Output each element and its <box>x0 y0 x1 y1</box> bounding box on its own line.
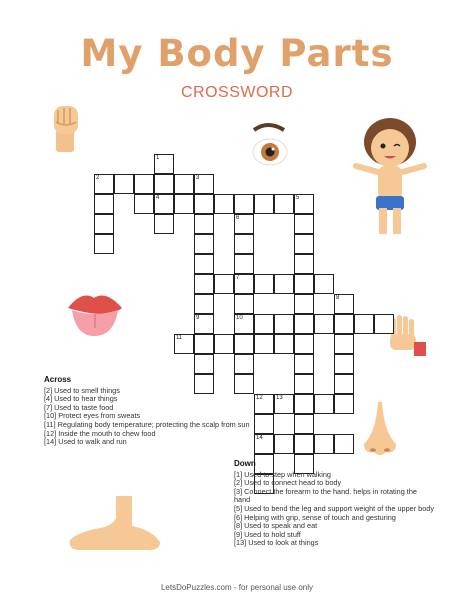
clue-number: 7 <box>236 275 240 281</box>
crossword-cell[interactable] <box>294 214 314 234</box>
across-heading: Across <box>44 375 72 384</box>
crossword-cell[interactable] <box>294 374 314 394</box>
crossword-cell[interactable] <box>154 214 174 234</box>
across-clues <box>44 376 274 447</box>
clue-number: 6 <box>236 215 240 221</box>
crossword-cell[interactable] <box>294 394 314 414</box>
clue-number: 11 <box>176 335 183 341</box>
crossword-cell[interactable] <box>234 234 254 254</box>
crossword-cell[interactable] <box>194 174 214 194</box>
across-clue: [11] Regulating body temperature; protecting the scalp from sun <box>44 419 250 429</box>
clue-number: 1 <box>156 155 160 161</box>
crossword-cell[interactable] <box>254 194 274 214</box>
crossword-cell[interactable] <box>214 334 234 354</box>
crossword-cell[interactable] <box>194 334 214 354</box>
down-clue: [8] Used to speak and eat <box>234 521 318 531</box>
crossword-cell[interactable] <box>274 434 294 454</box>
down-clues <box>234 460 434 548</box>
footer-credit: LetsDoPuzzles.com - for personal use only <box>160 583 314 592</box>
crossword-cell[interactable] <box>334 434 354 454</box>
crossword-cell[interactable] <box>234 314 254 334</box>
down-heading: Down <box>234 459 256 468</box>
down-clue: [5] Used to bend the leg and support weight of the upper body <box>234 503 434 513</box>
crossword-cell[interactable] <box>294 314 314 334</box>
clue-number: 5 <box>296 195 300 201</box>
crossword-cell[interactable] <box>154 194 174 214</box>
crossword-cell[interactable] <box>94 234 114 254</box>
crossword-cell[interactable] <box>294 354 314 374</box>
down-clue: [13] Used to look at things <box>234 538 319 548</box>
clue-number: 4 <box>156 195 160 201</box>
crossword-cell[interactable] <box>234 194 254 214</box>
crossword-cell[interactable] <box>174 174 194 194</box>
across-clue: [4] Used to hear things <box>44 394 118 404</box>
crossword-cell[interactable] <box>94 194 114 214</box>
across-clue: [2] Used to smell things <box>44 385 120 395</box>
down-clue: [6] Helping with grip, sense of touch and gesturing <box>234 512 396 522</box>
crossword-cell[interactable] <box>274 394 294 414</box>
crossword-cell[interactable] <box>294 234 314 254</box>
crossword-cell[interactable] <box>214 274 234 294</box>
crossword-cell[interactable] <box>134 194 154 214</box>
crossword-cell[interactable] <box>354 314 374 334</box>
across-clue: [14] Used to walk and run <box>44 437 127 447</box>
crossword-cell[interactable] <box>194 354 214 374</box>
clue-number: 3 <box>196 175 200 181</box>
crossword-cell[interactable] <box>274 274 294 294</box>
clue-number: 9 <box>196 315 200 321</box>
crossword-cell[interactable] <box>194 274 214 294</box>
page-title: My Body Parts <box>80 32 394 75</box>
across-clue: [12] Inside the mouth to chew food <box>44 428 156 438</box>
crossword-cell[interactable] <box>294 434 314 454</box>
crossword-cell[interactable] <box>194 194 214 214</box>
crossword-cell[interactable] <box>194 294 214 314</box>
crossword-cell[interactable] <box>254 334 274 354</box>
across-clue: [7] Used to taste food <box>44 402 114 412</box>
crossword-cell[interactable] <box>194 314 214 334</box>
crossword-cell[interactable] <box>134 174 154 194</box>
clue-number: 13 <box>276 395 283 401</box>
crossword-cell[interactable] <box>194 234 214 254</box>
crossword-cell[interactable] <box>154 174 174 194</box>
crossword-cell[interactable] <box>94 174 114 194</box>
down-clue: [9] Used to hold stuff <box>234 529 301 539</box>
crossword-cell[interactable] <box>234 354 254 374</box>
clue-number: 2 <box>96 175 100 181</box>
page-subtitle: CROSSWORD <box>180 84 294 101</box>
crossword-cell[interactable] <box>294 274 314 294</box>
clue-number: 12 <box>256 395 263 401</box>
crossword-cell[interactable] <box>254 274 274 294</box>
crossword-cell[interactable] <box>334 314 354 334</box>
across-clue: [10] Protect eyes from sweats <box>44 411 141 421</box>
crossword-cell[interactable] <box>294 414 314 434</box>
crossword-cell[interactable] <box>214 194 234 214</box>
crossword-cell[interactable] <box>94 214 114 234</box>
crossword-cell[interactable] <box>334 374 354 394</box>
crossword-cell[interactable] <box>274 194 294 214</box>
crossword-cell[interactable] <box>254 314 274 334</box>
crossword-cell[interactable] <box>294 294 314 314</box>
crossword-cell[interactable] <box>234 274 254 294</box>
clue-number: 14 <box>256 435 263 441</box>
crossword-cell[interactable] <box>334 334 354 354</box>
crossword-cell[interactable] <box>294 194 314 214</box>
crossword-cell[interactable] <box>314 314 334 334</box>
down-clue: [1] Used to step when walking <box>234 469 331 479</box>
crossword-cell[interactable] <box>114 174 134 194</box>
crossword-cell[interactable] <box>174 194 194 214</box>
crossword-cell[interactable] <box>234 254 254 274</box>
crossword-cell[interactable] <box>294 254 314 274</box>
crossword-cell[interactable] <box>294 334 314 354</box>
crossword-cell[interactable] <box>234 294 254 314</box>
down-clue: [2] Used to connect head to body <box>234 478 342 488</box>
crossword-cell[interactable] <box>314 394 334 414</box>
crossword-cell[interactable] <box>274 334 294 354</box>
crossword-cell[interactable] <box>314 274 334 294</box>
crossword-cell[interactable] <box>154 154 174 174</box>
crossword-cell[interactable] <box>334 354 354 374</box>
crossword-cell[interactable] <box>194 214 214 234</box>
crossword-cell[interactable] <box>334 294 354 314</box>
crossword-cell[interactable] <box>314 434 334 454</box>
crossword-cell[interactable] <box>234 214 254 234</box>
crossword-cell[interactable] <box>194 254 214 274</box>
crossword-cell[interactable] <box>174 334 194 354</box>
clue-number: 8 <box>336 295 340 301</box>
down-clue: [3] Connect the forearm to the hand. helps in rotating the hand <box>234 486 417 505</box>
crossword-cell[interactable] <box>234 334 254 354</box>
crossword-cell[interactable] <box>274 314 294 334</box>
clue-number: 10 <box>236 315 243 321</box>
crossword-cell[interactable] <box>374 314 394 334</box>
crossword-cell[interactable] <box>334 394 354 414</box>
